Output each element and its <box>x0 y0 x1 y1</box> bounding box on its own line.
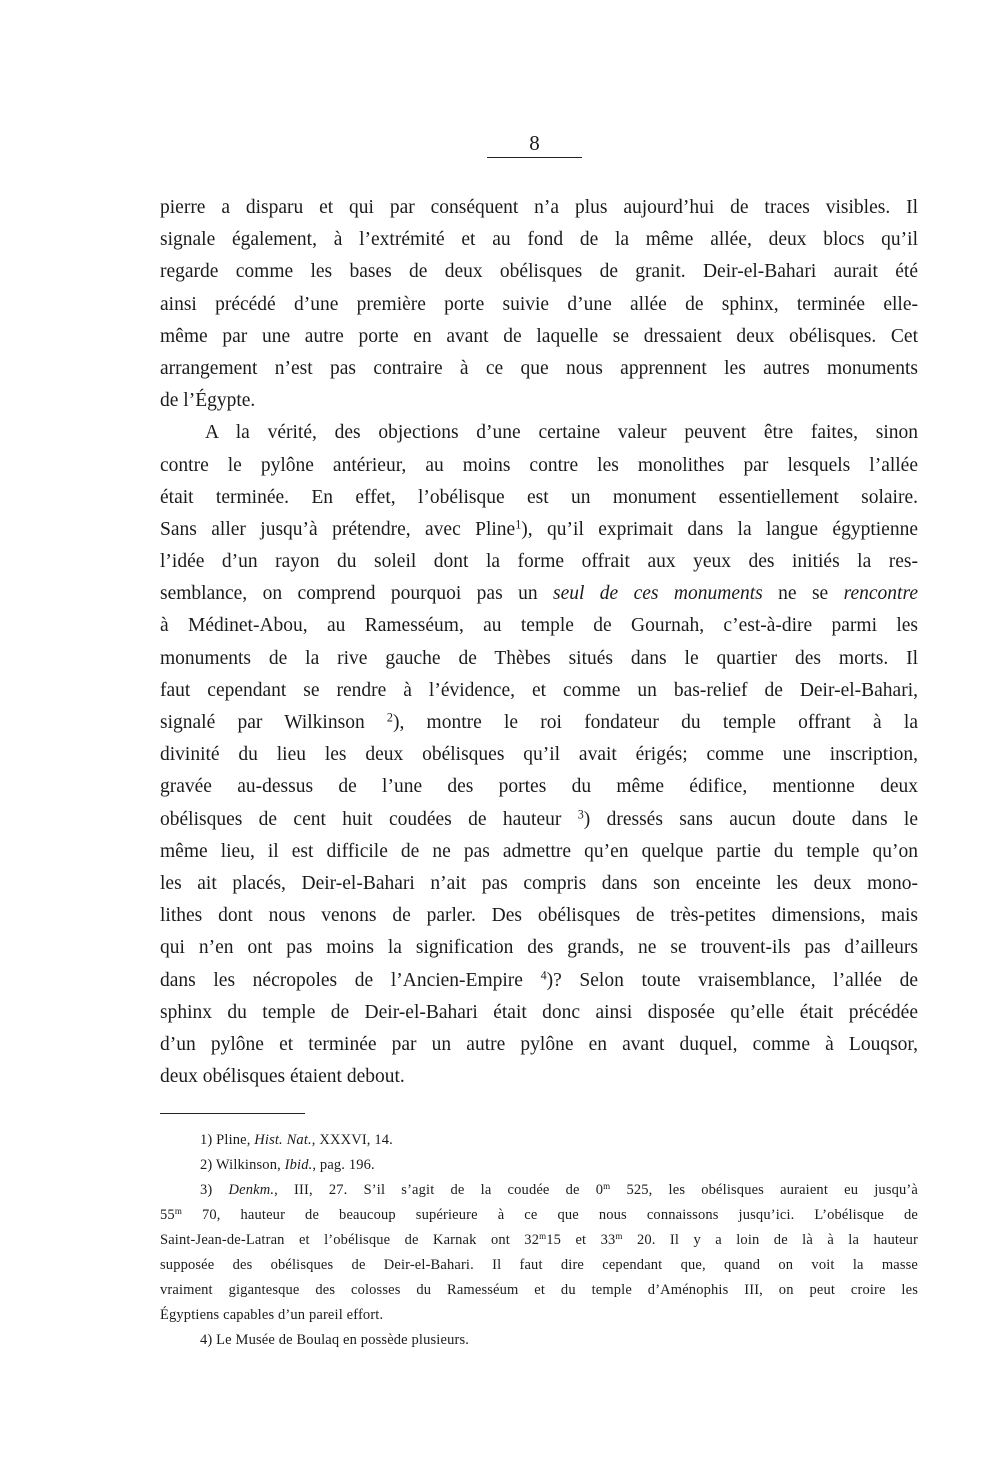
text-run: ne se <box>762 583 844 605</box>
text-line <box>160 514 918 546</box>
text-line <box>160 450 918 482</box>
text-line <box>160 192 918 224</box>
text-line <box>160 1128 918 1153</box>
text-run: , pag. 196. <box>312 1156 375 1173</box>
text-run: même par une autre porte en avant de laquelle se dressaient deux obélisques. Cet <box>160 325 918 347</box>
footnote <box>160 1328 918 1353</box>
text-run: les ait placés, Deir-el-Bahari n’ait pas compris dans son enceinte les deux mono- <box>160 872 918 894</box>
text-run: arrangement n’est pas contraire à ce que nous apprennent les autres monuments <box>160 357 918 379</box>
italic-run: rencontre <box>843 583 918 605</box>
footnote-marker: 3) <box>200 1181 213 1198</box>
text-line <box>160 1228 918 1253</box>
superscript: 1 <box>515 517 522 532</box>
page-number: 8 <box>529 131 540 155</box>
italic-run: seul de ces monuments <box>552 583 763 605</box>
text-line <box>160 578 918 610</box>
text-run: Pline, <box>216 1131 255 1148</box>
text-run: Sans aller jusqu’à prétendre, avec Pline <box>160 518 516 540</box>
footnote-marker: 1) <box>200 1131 213 1148</box>
footnote-marker: 2) <box>200 1156 213 1173</box>
italic-run: Denkm. <box>228 1181 275 1198</box>
body-text <box>160 192 918 1093</box>
text-run: lithes dont nous venons de parler. Des obélisques de très-petites dimensions, mais <box>160 905 918 927</box>
text-run: ), montre le roi fondateur du temple offrant à la <box>392 712 919 733</box>
text-line <box>160 1303 918 1328</box>
text-line <box>160 321 918 353</box>
text-run: A la vérité, des objections d’une certaine valeur peuvent être faites, sinon <box>205 422 918 444</box>
paragraph <box>160 192 918 417</box>
text-run: à Médinet-Abou, au Ramesséum, au temple de Gournah, c’est-à-dire parmi les <box>160 615 918 637</box>
text-run: , XXXVI, 14. <box>311 1131 393 1148</box>
superscript: m <box>615 1230 623 1241</box>
text-run: gravée au-dessus de l’une des portes du même édifice, mentionne deux <box>160 776 918 798</box>
text-run: d’un pylône et terminée par un autre pylône en avant duquel, comme à Louqsor, <box>160 1033 918 1055</box>
text-run: regarde comme les bases de deux obélisques de granit. Deir-el-Bahari aurait été <box>160 261 918 283</box>
footnotes <box>160 1128 918 1353</box>
text-line <box>160 224 918 256</box>
text-run: Wilkinson, <box>215 1156 285 1173</box>
superscript: 2 <box>386 710 393 725</box>
text-run: 15 et 33 <box>546 1231 616 1248</box>
text-line <box>160 289 918 321</box>
footnote <box>160 1178 918 1328</box>
text-run: dans les nécropoles de l’Ancien-Empire <box>160 969 541 991</box>
text-line <box>160 868 918 900</box>
text-line <box>160 707 918 739</box>
text-run: de l’Égypte. <box>160 390 256 412</box>
text-line <box>160 417 918 449</box>
text-run: semblance, on comprend pourquoi pas un <box>160 583 553 605</box>
text-line <box>160 385 918 417</box>
text-run: qui n’en ont pas moins la signification des grands, ne se trouvent-ils pas d’ailleurs <box>160 937 918 959</box>
text-run: ) dressés sans aucun doute dans le <box>583 808 918 830</box>
text-line <box>160 739 918 771</box>
text-line <box>160 804 918 836</box>
text-run: obélisques de cent huit coudées de hauteur <box>160 808 578 830</box>
footnote-marker: 4) <box>200 1331 213 1348</box>
text-line <box>160 482 918 514</box>
text-run: signalé par Wilkinson <box>160 712 387 733</box>
text-line <box>160 965 918 997</box>
text-line <box>160 546 918 578</box>
text-run: l’idée d’un rayon du soleil dont la forme offrait aux yeux des initiés la res- <box>160 551 918 573</box>
text-line <box>160 836 918 868</box>
text-line <box>160 1029 918 1061</box>
text-line <box>160 1203 918 1228</box>
text-run: Le Musée de Boulaq en possède plusieurs. <box>216 1331 470 1348</box>
text-line <box>160 256 918 288</box>
text-line <box>160 771 918 803</box>
text-line <box>160 1061 918 1093</box>
text-run: faut cependant se rendre à l’évidence, et comme un bas-relief de Deir-el-Bahari, <box>160 679 918 701</box>
superscript: 3 <box>577 806 584 821</box>
text-run: )? Selon toute vraisemblance, l’allée de <box>546 969 918 991</box>
footnote <box>160 1128 918 1153</box>
text-line <box>160 1278 918 1303</box>
text-line <box>160 1178 918 1203</box>
text-line <box>160 1328 918 1353</box>
text-run: contre le pylône antérieur, au moins contre les monolithes par lesquels l’allée <box>160 454 918 476</box>
text-line <box>160 1153 918 1178</box>
text-run: supposée des obélisques de Deir-el-Bahari. Il faut dire cependant que, quand on voit la masse <box>160 1256 918 1273</box>
superscript: m <box>174 1205 182 1216</box>
superscript: m <box>603 1180 611 1191</box>
superscript: 4 <box>540 967 547 982</box>
text-run: sphinx du temple de Deir-el-Bahari était donc ainsi disposée qu’elle était précédée <box>160 1001 918 1023</box>
paragraph <box>160 417 918 1093</box>
text-run: Égyptiens capables d’un pareil effort. <box>160 1306 384 1323</box>
text-run: pierre a disparu et qui par conséquent n’a plus aujourd’hui de traces visibles. Il <box>160 197 918 218</box>
text-run: 525, les obélisques auraient eu jusqu’à <box>610 1181 918 1198</box>
text-run: ainsi précédé d’une première porte suivie d’une allée de sphinx, terminée elle- <box>160 293 918 315</box>
text-run: divinité du lieu les deux obélisques qu’il avait érigés; comme une inscription, <box>160 744 918 766</box>
page-number-rule <box>487 157 582 158</box>
text-run: même lieu, il est difficile de ne pas admettre qu’en quelque partie du temple qu’on <box>160 840 918 862</box>
text-run: monuments de la rive gauche de Thèbes situés dans le quartier des morts. Il <box>160 647 918 669</box>
text-run: ), qu’il exprimait dans la langue égyptienne <box>521 518 918 540</box>
text-run: 55 <box>160 1206 175 1223</box>
text-line <box>160 932 918 964</box>
text-line <box>160 643 918 675</box>
italic-run: Ibid. <box>284 1156 313 1173</box>
text-run: 70, hauteur de beaucoup supérieure à ce que nous connaissons jusqu’ici. L’obélisque de <box>181 1206 918 1223</box>
text-line <box>160 610 918 642</box>
text-run: deux obélisques étaient debout. <box>160 1066 405 1088</box>
superscript: m <box>539 1230 547 1241</box>
text-line <box>160 353 918 385</box>
footnote <box>160 1153 918 1178</box>
text-line <box>160 1253 918 1278</box>
text-line <box>160 997 918 1029</box>
text-line <box>160 900 918 932</box>
text-run: était terminée. En effet, l’obélisque est un monument essentiellement solaire. <box>160 486 918 508</box>
text-run: vraiment gigantesque des colosses du Ramesséum et du temple d’Aménophis III, on peut croire les <box>160 1281 918 1298</box>
text-line <box>160 675 918 707</box>
text-run: 20. Il y a loin de là à la hauteur <box>622 1231 918 1248</box>
footnote-separator <box>160 1113 305 1114</box>
text-run: signale également, à l’extrémité et au fond de la même allée, deux blocs qu’il <box>160 229 918 251</box>
italic-run: Hist. Nat. <box>254 1131 312 1148</box>
text-run: , III, 27. S’il s’agit de la coudée de 0 <box>274 1181 604 1198</box>
text-run: Saint-Jean-de-Latran et l’obélisque de Karnak ont 32 <box>160 1231 540 1248</box>
